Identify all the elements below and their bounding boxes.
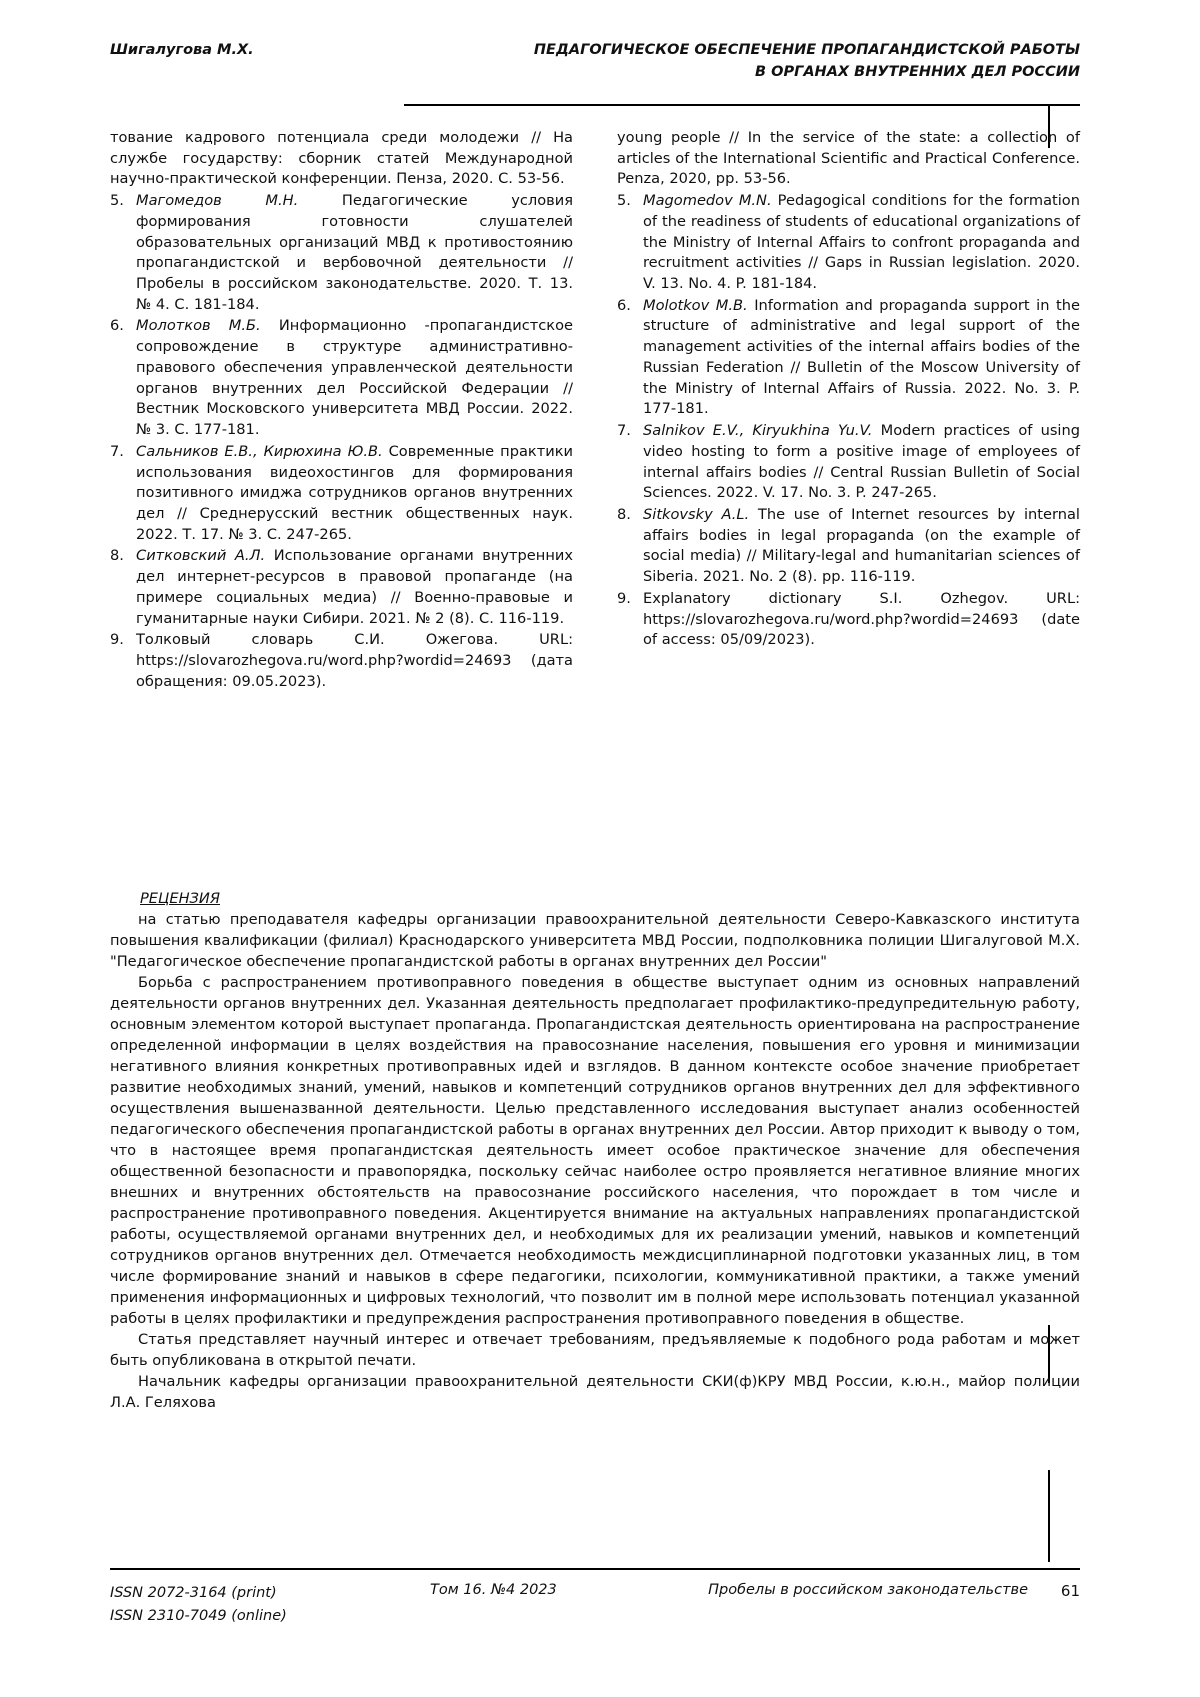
list-item xyxy=(110,316,573,440)
reference-authors: Магомедов М.Н. xyxy=(136,192,299,210)
reference-number: 7. xyxy=(617,422,631,440)
reference-text xyxy=(136,191,573,315)
list-item xyxy=(110,546,573,629)
review-subject: на статью преподавателя кафедры организации правоохранительной деятельности Северо-Кавказского института повышения квалификации (филиал) Краснодарского университета МВД России, подполковника полиции Шигалуговой М.Х. "Педагогическое обеспечение пропагандистской работы в органах внутренних дел России" xyxy=(110,911,1080,970)
reference-body: Использование органами внутренних дел интернет-ресурсов в правовой пропаганде (на примере социальных медиа) // Военно-правовые и гуманитарные науки Сибири. 2021. № 2 (8). С. 116-119. xyxy=(136,547,573,627)
reference-text xyxy=(643,421,1080,504)
reference-text xyxy=(136,546,573,629)
reference-body: Информационно -пропагандистское сопровождение в структуре административно-правового обеспечения управленческой деятельности органов внутренних дел Российской Федерации // Вестник Московского университета МВД России. 2022. № 3. С. 177-181. xyxy=(136,317,573,439)
issn-online: ISSN 2310-7049 (online) xyxy=(110,1608,287,1625)
footer-divider xyxy=(110,1568,1080,1570)
reference-body: Педагогические условия формирования готовности слушателей образовательных организаций МВД к противостоянию пропагандистской и вербовочной деятельности // Пробелы в российском законодательстве. 2020. Т. 13. № 4. С. 181-184. xyxy=(136,192,573,313)
reference-body: Толковый словарь С.И. Ожегова. URL: https://slovarozhegova.ru/word.php?wordid=24693 (дата обращения: 09.05.2023). xyxy=(136,631,573,690)
footer-journal-title: Пробелы в российском законодательстве xyxy=(708,1582,1028,1598)
list-item xyxy=(617,191,1080,295)
reference-list-english xyxy=(617,191,1080,651)
issn-print: ISSN 2072-3164 (print) xyxy=(110,1585,277,1601)
reference-authors: Molotkov M.B. xyxy=(643,296,748,314)
reference-authors: Magomedov M.N. xyxy=(643,192,772,210)
list-item xyxy=(617,505,1080,588)
reference-columns xyxy=(110,128,1080,693)
reference-list-russian xyxy=(110,191,573,692)
reference-text xyxy=(643,296,1080,420)
reference-authors: Сальников Е.В., Кирюхина Ю.В. xyxy=(136,442,383,460)
header-title xyxy=(534,40,1080,84)
reference-authors: Ситковский А.Л. xyxy=(136,547,266,565)
reference-body: Explanatory dictionary S.I. Ozhegov. URL: https://slovarozhegova.ru/word.php?wordid=24693 (date of access: 05/09/2023). xyxy=(643,589,1080,649)
review-conclusion: Статья представляет научный интерес и отвечает требованиям, предъявляемые к подобного рода работам и может быть опубликована в открытой печати. xyxy=(110,1331,1080,1369)
footer-issn xyxy=(110,1582,430,1628)
reference-text xyxy=(136,630,573,692)
header-title-line-1: ПЕДАГОГИЧЕСКОЕ ОБЕСПЕЧЕНИЕ ПРОПАГАНДИСТСКОЙ РАБОТЫ xyxy=(533,42,1080,58)
review-signature: Начальник кафедры организации правоохранительной деятельности СКИ(ф)КРУ МВД России, к.ю.н., майор полиции Л.А. Геляхова xyxy=(110,1373,1080,1411)
reference-text xyxy=(643,589,1080,651)
reference-number: 8. xyxy=(110,547,124,565)
review-section xyxy=(110,890,1080,1413)
reference-authors: Sitkovsky A.L. xyxy=(643,505,750,523)
header-title-line-2: В ОРГАНАХ ВНУТРЕННИХ ДЕЛ РОССИИ xyxy=(755,63,1080,80)
reference-text xyxy=(643,191,1080,295)
header-author: Шигалугова М.Х. xyxy=(110,42,254,58)
review-body: Борьба с распространением противоправного поведения в обществе выступает одним из основных направлений деятельности органов внутренних дел. Указанная деятельность предполагает профилактико-предупредительную работу, основным элементом которой выступает пропаганда. Пропагандистская деятельность ориентирована на распространение определенной информации в целях воздействия на правосознание населения, повышения его уровня и минимизации негативного влияния конкретных противоправных идей и взглядов. В данном контексте особое значение приобретает развитие необходимых знаний, умений, навыков и компетенций сотрудников органов внутренних дел для эффективного осуществления вышеназванной деятельности. Целью представленного исследования выступает анализ особенностей педагогического обеспечения пропагандистской работы в органах внутренних дел России. Автор приходит к выводу о том, что в настоящее время пропагандистская деятельность имеет особое практическое значение для обеспечения общественной безопасности и правопорядка, поскольку сейчас наиболее остро проявляется негативное влияние многих внешних и внутренних обстоятельств на правосознание российского населения, что порождает в том числе и распространение противоправного поведения. Акцентируется внимание на актуальных направлениях пропагандистской работы, осуществляемой органами внутренних дел, и необходимых для их реализации умений, навыков и компетенций сотрудников органов внутренних дел. Отмечается необходимость междисциплинарной подготовки указанных лиц, в том числе формирование знаний и навыков в сфере педагогики, психологии, коммуникативной практики, а также умений применения информационных и цифровых технологий, что позволит им в полной мере использовать потенциал указанной работы в целях профилактики и предупреждения распространения противоправного поведения в обществе. xyxy=(110,974,1080,1327)
reference-body: Modern practices of using video hosting to form a positive image of employees of internal affairs bodies // Central Russian Bulletin of Social Sciences. 2022. V. 17. No. 3. P. 247-265. xyxy=(643,422,1080,502)
page-header xyxy=(110,40,1080,84)
page-number: 61 xyxy=(1060,1582,1080,1600)
reference-number: 7. xyxy=(110,442,124,460)
page-footer xyxy=(110,1582,1080,1628)
reference-continuation: тование кадрового потенциала среди молодежи // На службе государству: сборник статей Международной научно-практической конференции. Пенза, 2020. С. 53-56. xyxy=(110,129,573,188)
reference-authors: Молотков М.Б. xyxy=(136,317,261,335)
margin-tick xyxy=(1048,1470,1050,1562)
reference-number: 5. xyxy=(110,192,124,210)
reference-number: 8. xyxy=(617,505,631,523)
footer-volume: Том 16. №4 2023 xyxy=(430,1582,557,1598)
reference-body: The use of Internet resources by internal affairs bodies in legal propaganda (on the example of social media) // Military-legal and humanitarian sciences of Siberia. 2021. No. 2 (8). pp. 116-119. xyxy=(643,505,1080,586)
reference-body: Современные практики использования видеохостингов для формирования позитивного имиджа сотрудников органов внутренних дел // Среднерусский вестник общественных наук. 2022. Т. 17. № 3. С. 247-265. xyxy=(136,442,573,543)
reference-column-russian xyxy=(110,128,573,693)
reference-number: 6. xyxy=(110,317,124,335)
list-item xyxy=(110,191,573,315)
reference-column-english xyxy=(617,128,1080,693)
reference-number: 9. xyxy=(617,589,631,607)
list-item xyxy=(617,421,1080,504)
reference-body: Information and propaganda support in the structure of administrative and legal support of the management activities of the internal affairs bodies of the Russian Federation // Bulletin of the Moscow University of the Ministry of Internal Affairs of Russia. 2022. No. 3. P. 177-181. xyxy=(643,296,1080,418)
reference-continuation: young people // In the service of the state: a collection of articles of the International Scientific and Practical Conference. Penza, 2020, pp. 53-56. xyxy=(617,129,1080,188)
reference-authors: Salnikov E.V., Kiryukhina Yu.V. xyxy=(643,422,873,440)
list-item xyxy=(617,296,1080,420)
reference-text xyxy=(136,442,573,546)
review-heading: РЕЦЕНЗИЯ xyxy=(140,890,220,907)
header-divider xyxy=(404,104,1080,106)
reference-number: 6. xyxy=(617,296,631,314)
reference-number: 9. xyxy=(110,631,124,649)
reference-body: Pedagogical conditions for the formation of the readiness of students of educational organizations of the Ministry of Internal Affairs to confront propaganda and recruitment activities // Gaps in Russian legislation. 2020. V. 13. No. 4. P. 181-184. xyxy=(643,192,1080,293)
reference-text xyxy=(643,505,1080,588)
list-item xyxy=(110,630,573,692)
list-item xyxy=(617,589,1080,651)
list-item xyxy=(110,442,573,546)
reference-number: 5. xyxy=(617,192,631,210)
reference-text xyxy=(136,316,573,440)
